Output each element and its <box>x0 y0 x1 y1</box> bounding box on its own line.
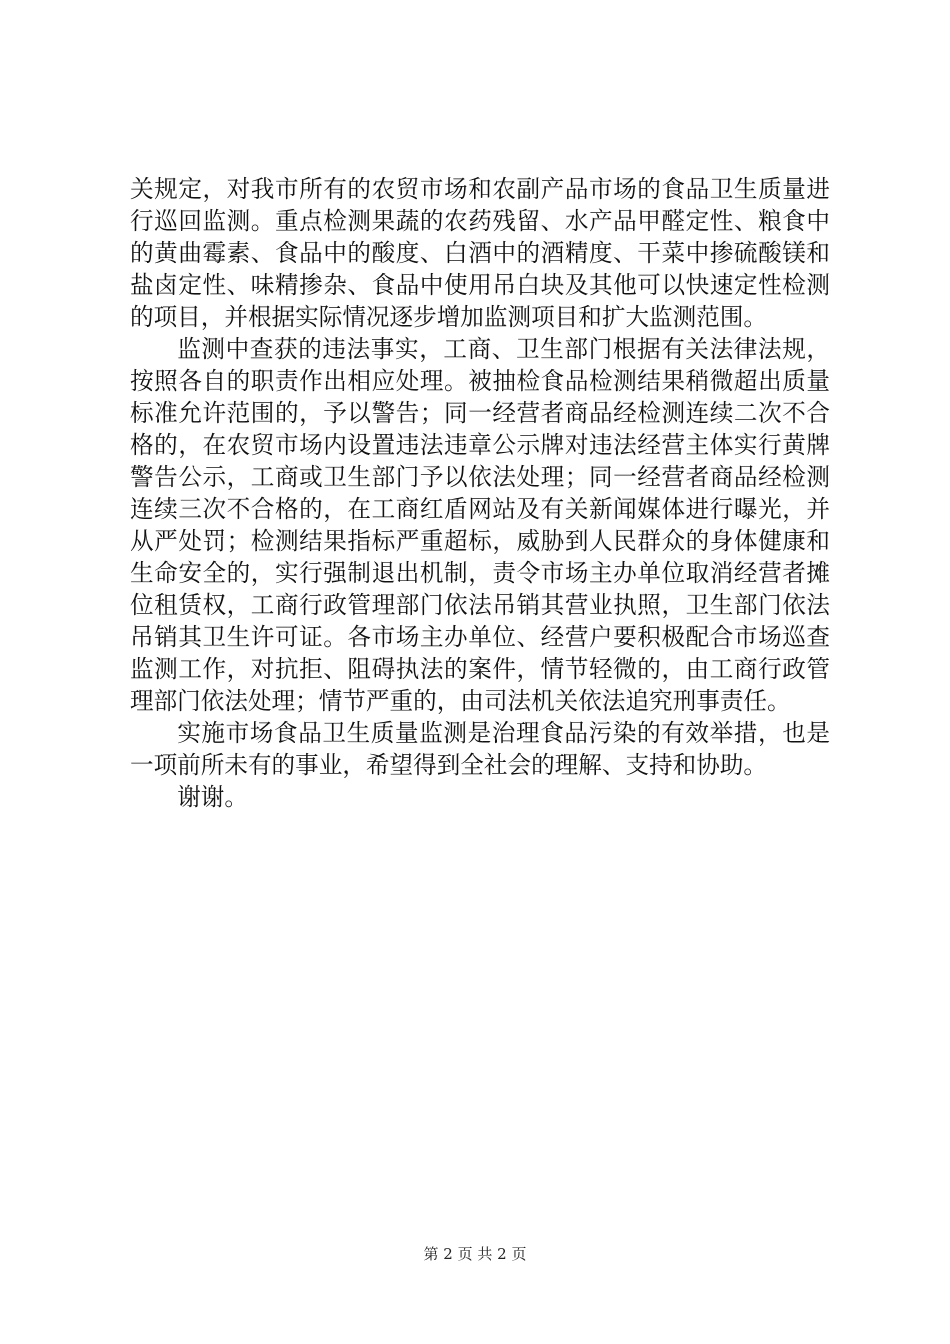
paragraph-conclusion: 实施市场食品卫生质量监测是治理食品污染的有效举措，也是一项前所未有的事业，希望得到全社会的理解、支持和协助。 <box>130 719 830 779</box>
document-body <box>130 173 830 813</box>
paragraph-enforcement: 监测中查获的违法事实，工商、卫生部门根据有关法律法规，按照各自的职责作出相应处理。被抽检食品检测结果稍微超出质量标准允许范围的，予以警告；同一经营者商品经检测连续二次不合格的，在农贸市场内设置违法违章公示牌对违法经营主体实行黄牌警告公示，工商或卫生部门予以依法处理；同一经营者商品经检测连续三次不合格的，在工商红盾网站及有关新闻媒体进行曝光，并从严处罚；检测结果指标严重超标，威胁到人民群众的身体健康和生命安全的，实行强制退出机制，责令市场主办单位取消经营者摊位租赁权，工商行政管理部门依法吊销其营业执照，卫生部门依法吊销其卫生许可证。各市场主办单位、经营户要积极配合市场巡查监测工作，对抗拒、阻碍执法的案件，情节轻微的，由工商行政管理部门依法处理；情节严重的，由司法机关依法追究刑事责任。 <box>130 335 830 715</box>
paragraph-continuation: 关规定，对我市所有的农贸市场和农副产品市场的食品卫生质量进行巡回监测。重点检测果蔬的农药残留、水产品甲醛定性、粮食中的黄曲霉素、食品中的酸度、白酒中的酒精度、干菜中掺硫酸镁和盐卤定性、味精掺杂、食品中使用吊白块及其他可以快速定性检测的项目，并根据实际情况逐步增加监测项目和扩大监测范围。 <box>130 175 830 331</box>
paragraph-thanks: 谢谢。 <box>177 783 248 811</box>
page-number-footer: 第 2 页 共 2 页 <box>423 1245 527 1263</box>
